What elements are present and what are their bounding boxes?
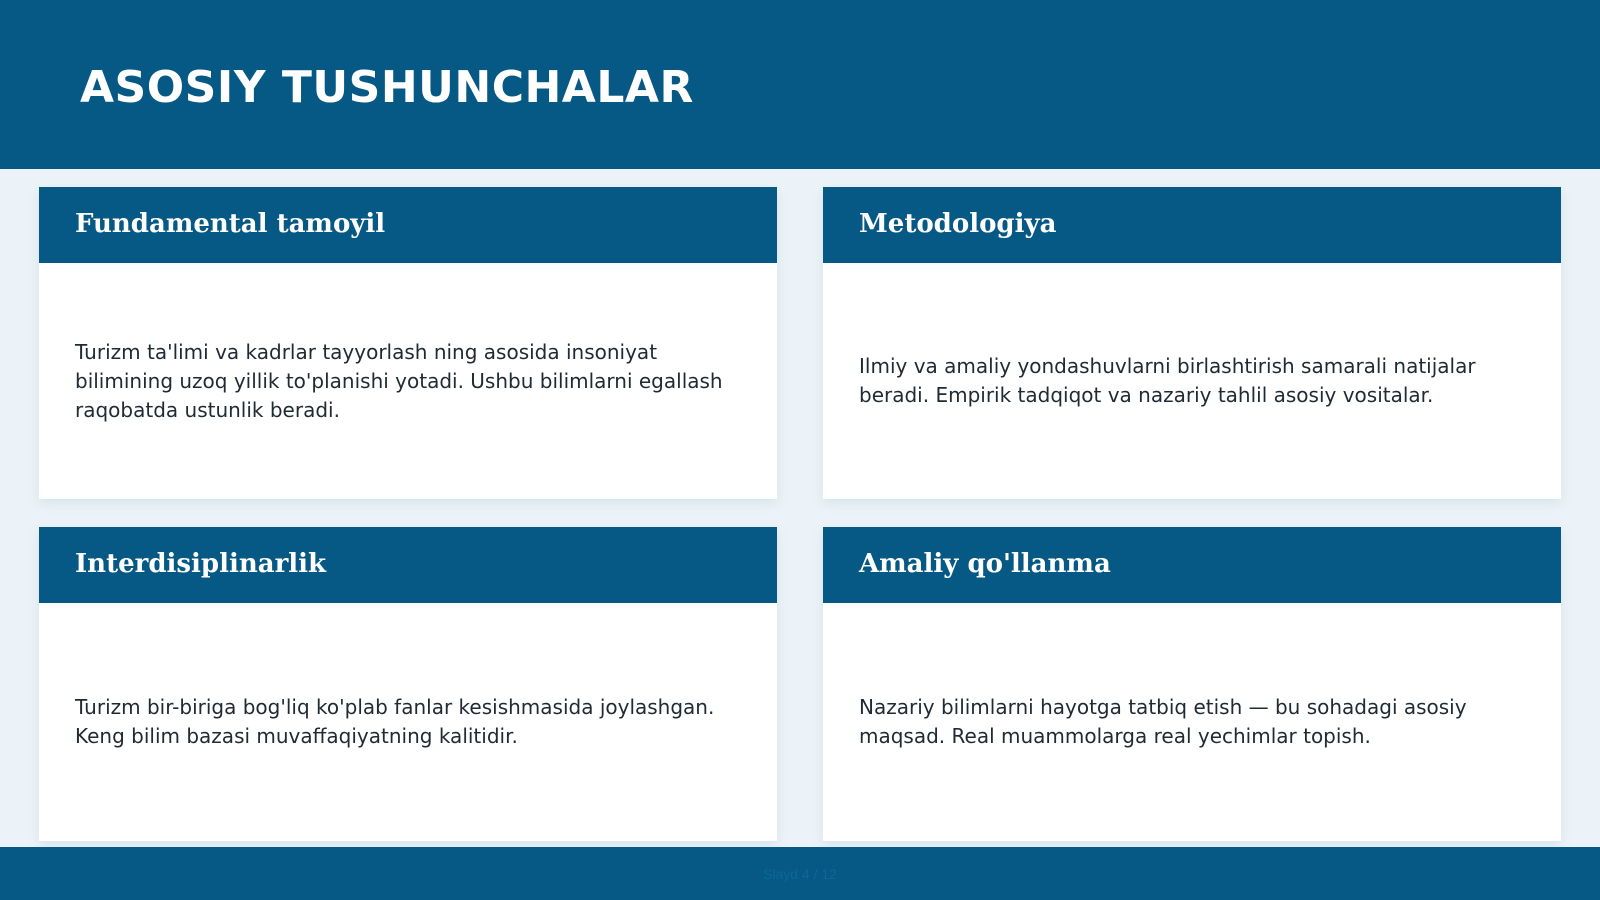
card-interdisciplinarity: [39, 527, 777, 841]
card-fundamental-principle: [39, 187, 777, 499]
card-body: [823, 603, 1561, 841]
slide-footer: [0, 847, 1600, 900]
card-text: Turizm ta'limi va kadrlar tayyorlash ning asosida insoniyat bilimining uzoq yillik to'planishi yotadi. Ushbu bilimlarni egallash raqobatda ustunlik beradi.: [75, 339, 723, 422]
card-title: Metodologiya: [859, 209, 1057, 239]
card-text: Nazariy bilimlarni hayotga tatbiq etish — bu sohadagi asosiy maqsad. Real muammolarga real yechimlar topish.: [859, 695, 1467, 748]
card-title: Fundamental tamoyil: [75, 209, 386, 239]
card-practical-guide: [823, 527, 1561, 841]
card-body: [823, 263, 1561, 499]
footer-text: Slayd 4 / 12: [763, 866, 837, 882]
card-title: Amaliy qo'llanma: [859, 549, 1111, 579]
card-methodology: [823, 187, 1561, 499]
card-header: [823, 527, 1561, 603]
page-title: ASOSIY TUSHUNCHALAR: [80, 62, 694, 113]
slide-header: [0, 0, 1600, 169]
card-header: [39, 527, 777, 603]
card-text: Ilmiy va amaliy yondashuvlarni birlashtirish samarali natijalar beradi. Empirik tadqiqot va nazariy tahlil asosiy vositalar.: [859, 354, 1476, 407]
card-title: Interdisiplinarlik: [75, 549, 327, 579]
card-header: [39, 187, 777, 263]
card-header: [823, 187, 1561, 263]
card-body: [39, 263, 777, 499]
card-text: Turizm bir-biriga bog'liq ko'plab fanlar kesishmasida joylashgan. Keng bilim bazasi muvaffaqiyatning kalitidir.: [75, 695, 715, 748]
card-body: [39, 603, 777, 841]
